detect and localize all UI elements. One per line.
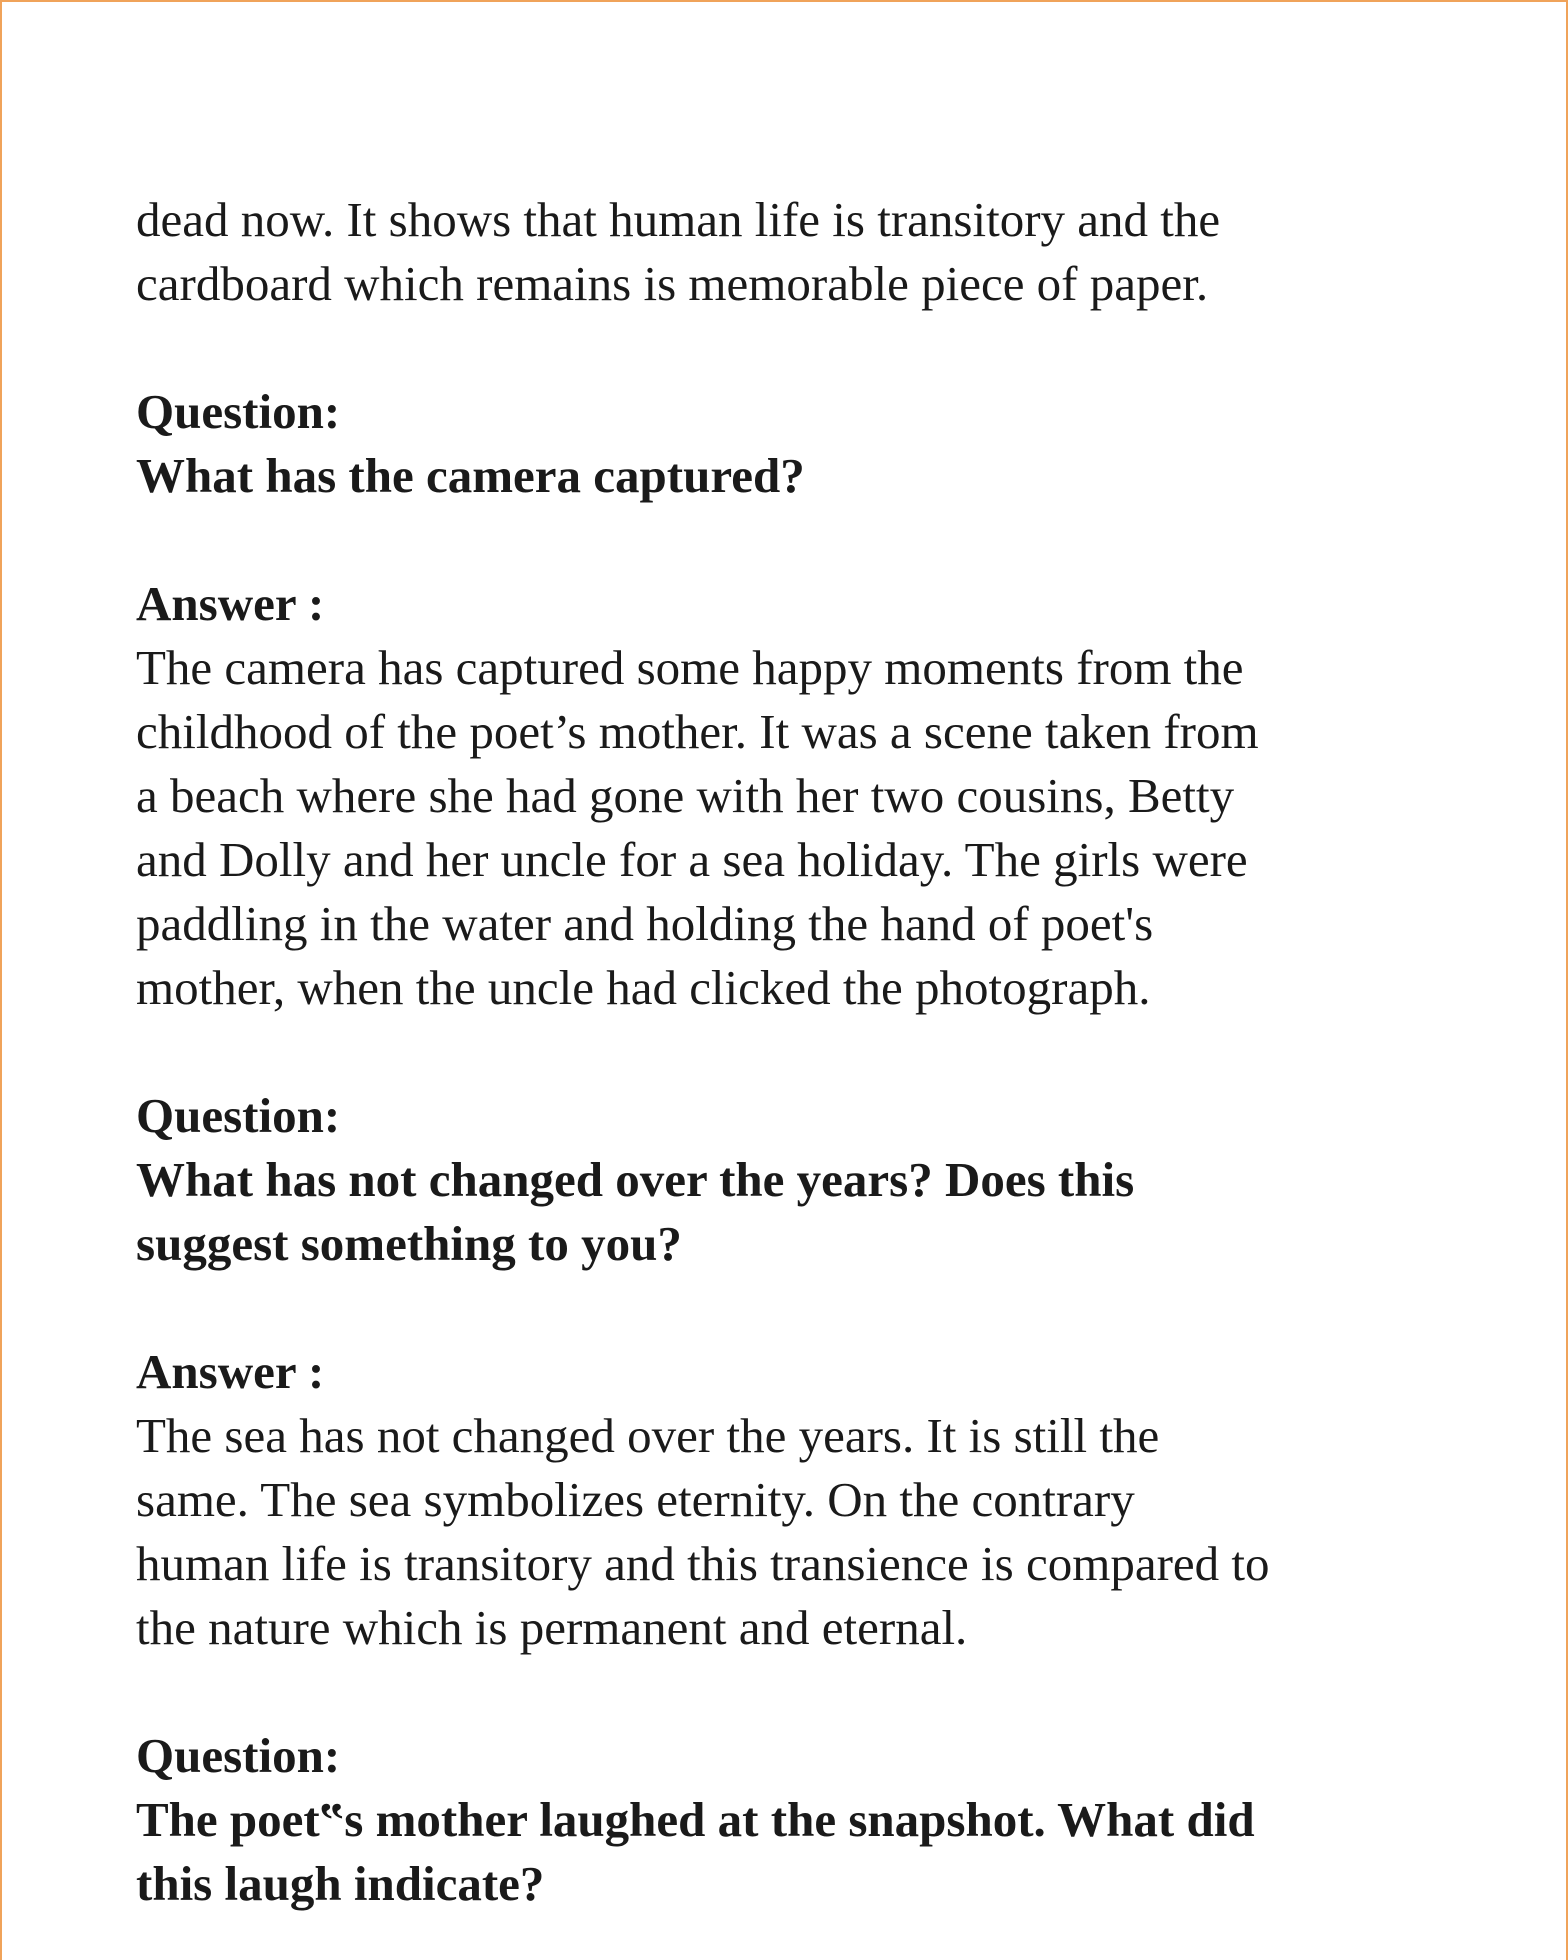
document-body (136, 188, 1466, 1916)
answer-text: The sea has not changed over the years. It is still the (136, 1408, 1160, 1463)
answer-block (136, 1340, 1466, 1660)
spacer (136, 508, 1466, 572)
answer-text: childhood of the poet’s mother. It was a scene taken from (136, 704, 1259, 759)
text-line: cardboard which remains is memorable piece of paper. (136, 256, 1209, 311)
question-block (136, 380, 1466, 508)
question-text: What has not changed over the years? Does this (136, 1152, 1135, 1207)
spacer (136, 1020, 1466, 1084)
spacer (136, 1276, 1466, 1340)
spacer (136, 1660, 1466, 1724)
question-block (136, 1724, 1466, 1916)
answer-text: mother, when the uncle had clicked the photograph. (136, 960, 1151, 1015)
answer-text: same. The sea symbolizes eternity. On the contrary (136, 1472, 1135, 1527)
text-line: dead now. It shows that human life is transitory and the (136, 192, 1221, 247)
answer-text: a beach where she had gone with her two cousins, Betty (136, 768, 1235, 823)
answer-text: The camera has captured some happy moments from the (136, 640, 1244, 695)
question-label: Question: (136, 1728, 341, 1783)
question-label: Question: (136, 1088, 341, 1143)
answer-text: human life is transitory and this transience is compared to (136, 1536, 1270, 1591)
paragraph-continuation (136, 188, 1466, 316)
answer-text: paddling in the water and holding the hand of poet's (136, 896, 1154, 951)
answer-block (136, 572, 1466, 1020)
answer-text: and Dolly and her uncle for a sea holiday. The girls were (136, 832, 1248, 887)
spacer (136, 316, 1466, 380)
question-text: this laugh indicate? (136, 1856, 545, 1911)
question-text: What has the camera captured? (136, 448, 805, 503)
answer-text: the nature which is permanent and eternal. (136, 1600, 968, 1655)
question-text: The poet‟s mother laughed at the snapshot. What did (136, 1792, 1255, 1847)
answer-label: Answer : (136, 1344, 325, 1399)
question-block (136, 1084, 1466, 1276)
answer-label: Answer : (136, 576, 325, 631)
question-text: suggest something to you? (136, 1216, 682, 1271)
question-label: Question: (136, 384, 341, 439)
